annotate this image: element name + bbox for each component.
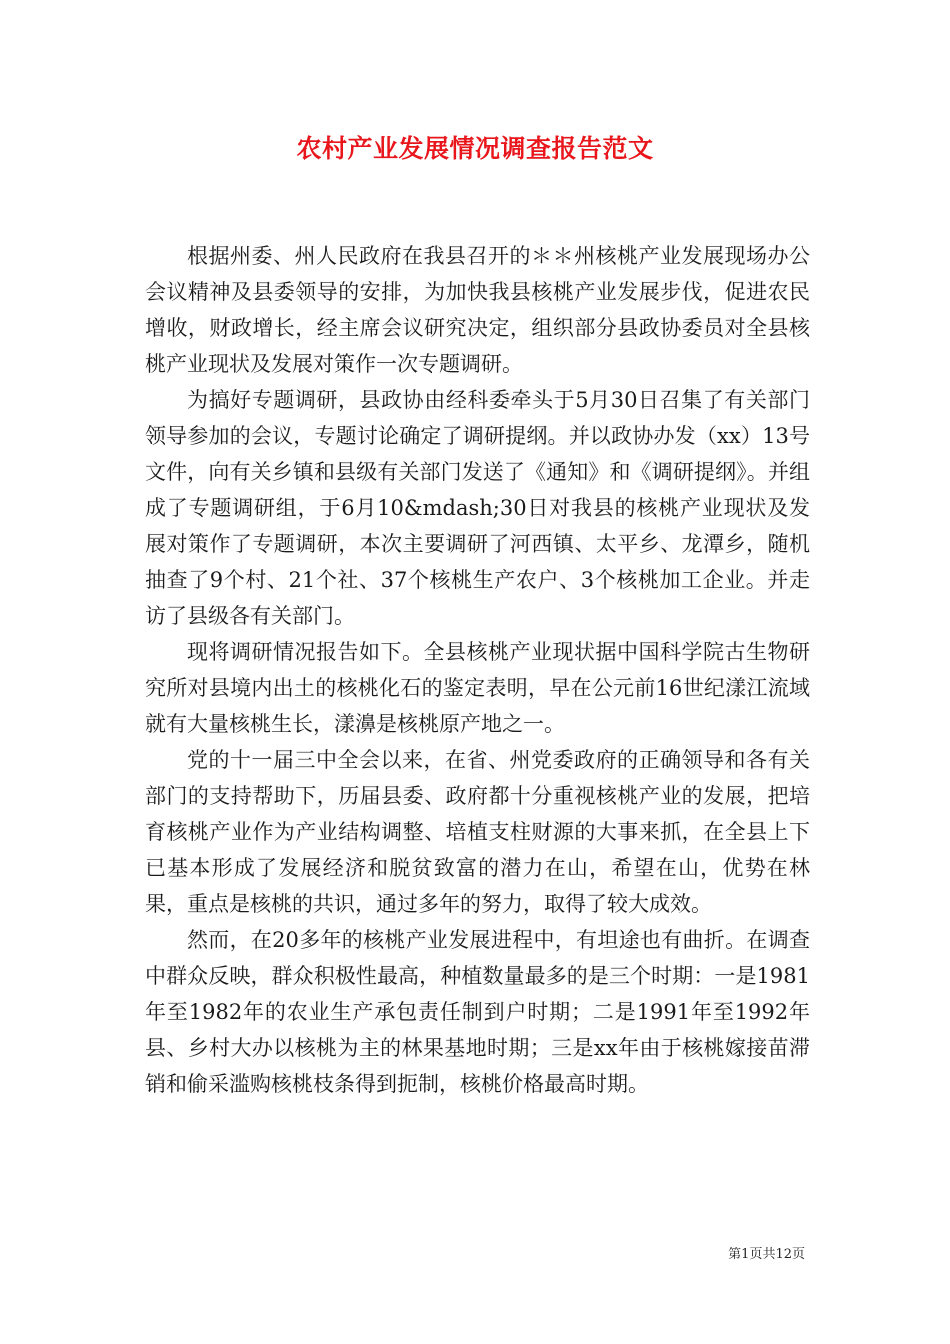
paragraph-2: 为搞好专题调研，县政协由经科委牵头于5月30日召集了有关部门领导参加的会议，专题讨论确定了调研提纲。并以政协办发（xx）13号文件，向有关乡镇和县级有关部门发送了《通知》和《调研提纲》。并组成了专题调研组，于6月10&mdash;30日对我县的核桃产业现状及发展对策作了专题调研，本次主要调研了河西镇、太平乡、龙潭乡，随机抽查了9个村、21个社、37个核桃生产农户、3个核桃加工企业。并走访了县级各有关部门。 [145,388,810,628]
paragraph-4: 党的十一届三中全会以来，在省、州党委政府的正确领导和各有关部门的支持帮助下，历届县委、政府都十分重视核桃产业的发展，把培育核桃产业作为产业结构调整、培植支柱财源的大事来抓，在全县上下已基本形成了发展经济和脱贫致富的潜力在山，希望在山，优势在林果，重点是核桃的共识，通过多年的努力，取得了较大成效。 [145,748,810,916]
paragraph-1: 根据州委、州人民政府在我县召开的＊＊州核桃产业发展现场办公会议精神及县委领导的安排，为加快我县核桃产业发展步伐，促进农民增收，财政增长，经主席会议研究决定，组织部分县政协委员对全县核桃产业现状及发展对策作一次专题调研。 [145,244,810,376]
paragraph-3: 现将调研情况报告如下。全县核桃产业现状据中国科学院古生物研究所对县境内出土的核桃化石的鉴定表明，早在公元前16世纪漾江流域就有大量核桃生长，漾濞是核桃原产地之一。 [145,640,810,736]
paragraph-5: 然而，在20多年的核桃产业发展进程中，有坦途也有曲折。在调查中群众反映，群众积极性最高，种植数量最多的是三个时期：一是1981年至1982年的农业生产承包责任制到户时期；二是1991年至1992年县、乡村大办以核桃为主的林果基地时期；三是xx年由于核桃嫁接苗滞销和偷采滥购核桃枝条得到扼制，核桃价格最高时期。 [145,928,810,1096]
page-number: 第1页共12页 [728,1247,805,1262]
document-title: 农村产业发展情况调查报告范文 [296,134,654,163]
document-body [145,238,810,1102]
